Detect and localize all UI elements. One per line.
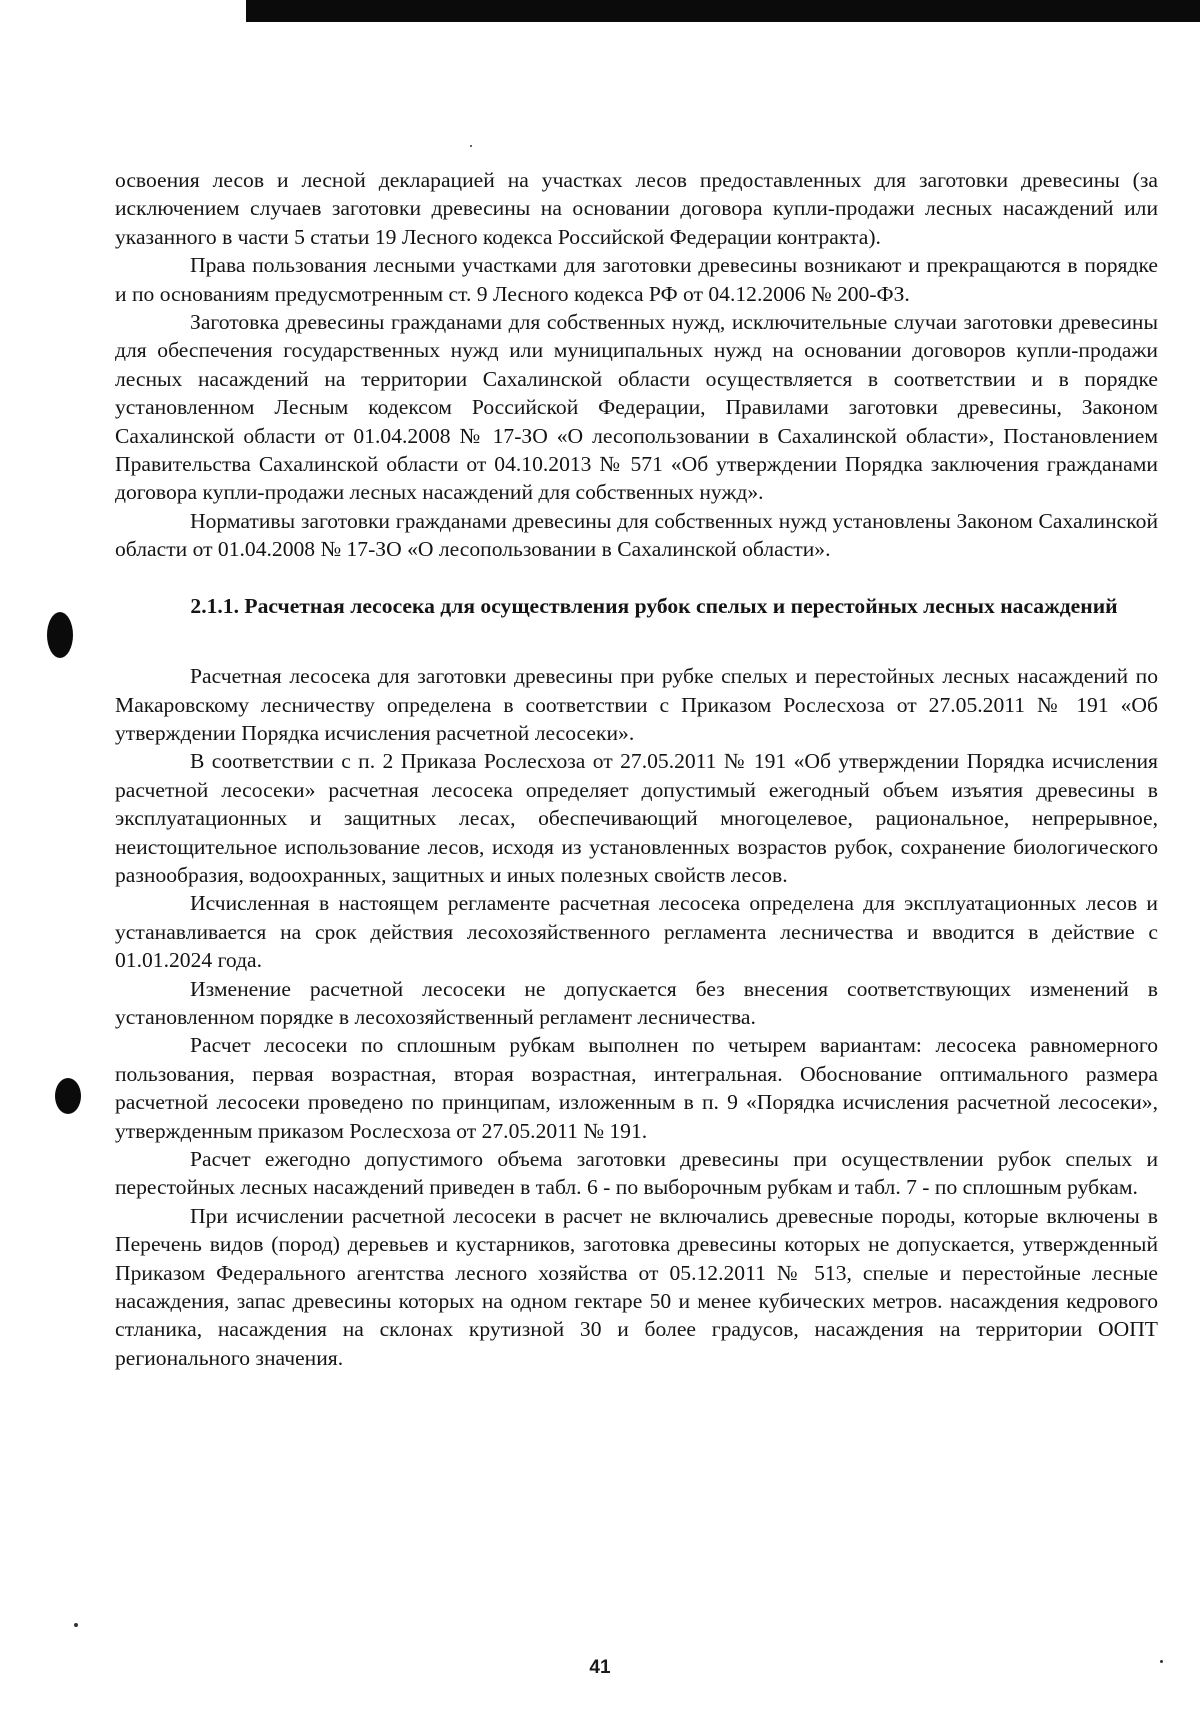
scan-speck [74,1623,78,1627]
paragraph-validity-period: Исчисленная в настоящем регламенте расчетная лесосека определена для эксплуатационных лесов и устанавливается на срок действия лесохозяйственного регламента лесничества и вводится в действие с 01.01.2024 года. [115,891,1158,973]
punch-hole-bottom [55,1078,81,1114]
paragraph-harvesting-norms: Нормативы заготовки гражданами древесины для собственных нужд установлены Законом Сахалинской области от 01.04.2008 № 17-ЗО «О лесопользовании в Сахалинской области». [115,508,1158,562]
paragraph-allowable-cut-purpose: В соответствии с п. 2 Приказа Рослесхоза от 27.05.2011 № 191 «Об утверждении Порядка исчисления расчетной лесосеки» расчетная лесосека определяет допустимый ежегодный объем изъятия древесины в эксплуатационных и защитных лесах, обеспечивающий многоцелевое, рациональное, непрерывное, неистощительное использование лесов, исходя из установленных возрастов рубок, сохранение биологического разнообразия, водоохранных, защитных и иных полезных свойств лесов. [115,749,1158,887]
punch-hole-top [47,612,73,658]
paragraph-change-procedure: Изменение расчетной лесосеки не допускается без внесения соответствующих изменений в установленном порядке в лесохозяйственный регламент лесничества. [115,976,1158,1029]
section-heading: 2.1.1. Расчетная лесосека для осуществления рубок спелых и перестойных лесных насаждений [190,593,1118,618]
paragraph-tables-reference: Расчет ежегодно допустимого объема заготовки древесины при осуществлении рубок спелых и перестойных лесных насаждений приведен в табл. 6 - по выборочным рубкам и табл. 7 - по сплошным рубкам. [115,1147,1158,1200]
scan-speck [470,145,472,147]
paragraph-continuation: освоения лесов и лесной декларацией на участках лесов предоставленных для заготовки древесины (за исключением случаев заготовки древесины на основании договора купли-продажи лесных насаждений или указанного в части 5 статьи 19 Лесного кодекса Российской Федерации контракта). [115,168,1158,249]
scan-edge-bar [246,0,1200,22]
paragraph-exclusions: При исчислении расчетной лесосеки в расчет не включались древесные породы, которые включены в Перечень видов (пород) деревьев и кустарников, заготовка древесины которых не допускается, утвержденный Приказом Федерального агентства лесного хозяйства от 05.12.2011 № 513, спелые и перестойные лесные насаждения, запас древесины которых на одном гектаре 50 и менее кубических метров. насаждения кедрового стланика, насаждения на склонах крутизной 30 и более градусов, насаждения на территории ООПТ регионального значения. [115,1203,1158,1370]
paragraph-citizen-harvesting: Заготовка древесины гражданами для собственных нужд, исключительные случаи заготовки древесины для обеспечения государственных нужд или муниципальных нужд на основании договоров купли-продажи лесных насаждений на территории Сахалинской области осуществляется в соответствии и в порядке установленном Лесным кодексом Российской Федерации, Правилами заготовки древесины, Законом Сахалинской области от 01.04.2008 № 17-ЗО «О лесопользовании в Сахалинской области», Постановлением Правительства Сахалинской области от 04.10.2013 № 571 «Об утверждении Порядка заключения гражданами договора купли-продажи лесных насаждений для собственных нужд». [115,310,1158,505]
document-body [115,166,1158,1372]
page-number: 41 [589,1657,611,1678]
paragraph-allowable-cut-definition: Расчетная лесосека для заготовки древесины при рубке спелых и перестойных лесных насаждений по Макаровскому лесничеству определена в соответствии с Приказом Рослесхоза от 27.05.2011 № 191 «Об утверждении Порядка исчисления расчетной лесосеки». [115,664,1158,745]
paragraph-usage-rights: Права пользования лесными участками для заготовки древесины возникают и прекращаются в порядке и по основаниям предусмотренным ст. 9 Лесного кодекса РФ от 04.12.2006 № 200-ФЗ. [115,253,1158,306]
paragraph-calculation-variants: Расчет лесосеки по сплошным рубкам выполнен по четырем вариантам: лесосека равномерного пользования, первая возрастная, вторая возрастная, интегральная. Обоснование оптимального размера расчетной лесосеки проведено по принципам, изложенным в п. 9 «Порядка исчисления расчетной лесосеки», утвержденным приказом Рослесхоза от 27.05.2011 № 191. [115,1033,1158,1143]
